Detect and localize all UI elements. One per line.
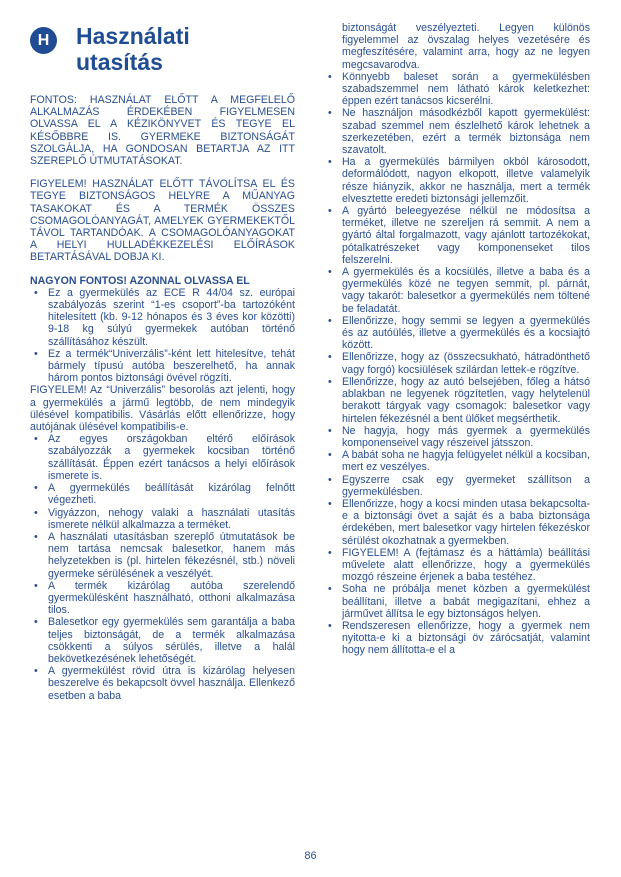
list-item: • A gyártó beleegyezése nélkül ne módosítsa a terméket, illetve ne szereljen rá semmit. A nem a gyártó által forgalmazott, vagy ajánlott tartozékokat, pótalkatrészeket vagy komponenseket tilos felszerelni. xyxy=(324,205,590,266)
bullet-list-b xyxy=(30,433,295,701)
list-item: • A gyermekülés és a kocsiülés, illetve a baba és a gyermekülés közé ne tegyen semmit, pl. párnát, vagy takarót: balesetkor a gyermekülés nem töltené be feladatát. xyxy=(324,266,590,315)
list-item: • A gyermekülés beállítását kizárólag felnőtt végezheti. xyxy=(30,482,295,506)
list-item: • Rendszeresen ellenőrizze, hogy a gyermek nem nyitotta-e ki a biztonsági öv zárócsatját, valamint hogy nem állította-e el a xyxy=(324,620,590,657)
list-item: • Könnyebb baleset során a gyermekülésben szabadszemmel nem látható károk keletkezhet: éppen ezért tanácsos kicserélni. xyxy=(324,71,590,108)
list-item: • A termék kizárólag autóba szerelendő gyermekülésként használható, otthoni alkalmazása tilos. xyxy=(30,580,295,617)
list-item: • Ha a gyermekülés bármilyen okból károsodott, deformálódott, nagyon elkopott, illetve valamelyik része hiányzik, akkor ne használja, mert a termék elvesztette eredeti biztonsági jellemzőit. xyxy=(324,156,590,205)
language-badge: H xyxy=(30,27,57,54)
important-notice: FONTOS: HASZNÁLAT ELŐTT A MEGFELELŐ ALKALMAZÁS ÉRDEKÉBEN FIGYELMESEN OLVASSA EL A KÉZIKÖNYVET ÉS TEGYE EL KÉSŐBBRE IS. GYERMEKE BIZTONSÁGÁT SZOLGÁLJA, HA GONDOSAN BETARTJA AZ ITT SZEREPLŐ ÚTMUTATÁSOKAT. xyxy=(30,94,295,168)
list-item: • A babát soha ne hagyja felügyelet nélkül a kocsiban, mert ez veszélyes. xyxy=(324,449,590,473)
section-heading: NAGYON FONTOS! AZONNAL OLVASSA EL xyxy=(30,274,250,287)
list-item: • Ne használjon másodkézből kapott gyermekülést: szabad szemmel nem észlelhető károk lehetnek a szerkezetében, ezért a termék biztonsága nem szavatolt. xyxy=(324,107,590,156)
list-item: • Ellenőrizze, hogy semmi se legyen a gyermekülés és az autóülés, illetve a gyermekülés és a kocsiajtó között. xyxy=(324,315,590,352)
list-item: • A gyermekülést rövid útra is kizárólag helyesen beszerelve és bekapcsolt övvel használja. Ellenkező esetben a baba xyxy=(30,665,295,702)
universal-warning: FIGYELEM! Az “Univerzális” besorolás azt jelenti, hogy a gyermekülés a jármű legtöbb, de nem mindegyik ülésével kompatibilis. Vásárlás előtt ellenőrizze, hogy autójának ülésével kompatibilis-e. xyxy=(30,384,295,434)
list-item: • Soha ne próbálja menet közben a gyermekülést beállítani, illetve a babát megigazítani, ehhez a járművet állítsa le egy biztonságos helyen. xyxy=(324,583,590,620)
list-item: • Vigyázzon, nehogy valaki a használati utasítás ismerete nélkül alkalmazza a terméket. xyxy=(30,507,295,531)
left-column xyxy=(30,94,295,702)
title-line-2: utasítás xyxy=(76,49,163,75)
list-item: • Ez a termék“Univerzális”-ként lett hitelesítve, tehát bármely típusú autóba beszerelhető, ha annak három pontos biztonsági övével rögzíti. xyxy=(30,348,295,385)
right-column xyxy=(324,22,590,657)
continued-text: biztonságát veszélyezteti. Legyen különös figyelemmel az övszalag helyes vezetésére és megfeszítésére, valamint arra, hogy az ne legyen megcsavarodva. xyxy=(342,22,590,71)
page-number: 86 xyxy=(304,850,317,862)
list-item: • A használati utasításban szereplő útmutatások be nem tartása nemcsak balesetkor, hanem más helyzetekben is (pl. hirtelen fékezésnél, stb.) növeli gyermeke sérülésének a veszélyét. xyxy=(30,531,295,580)
list-item: • Ne hagyja, hogy más gyermek a gyermekülés komponenseivel vagy részeivel játsszon. xyxy=(324,425,590,449)
list-item: • Egyszerre csak egy gyermeket szállítson a gyermekülésben. xyxy=(324,474,590,498)
bullet-list-a xyxy=(30,287,295,385)
packaging-warning: FIGYELEM! HASZNÁLAT ELŐTT TÁVOLÍTSA EL ÉS TEGYE BIZTONSÁGOS HELYRE A MŰANYAG TASAKOKAT ÉS A TERMÉK ÖSSZES CSOMAGOLÓANYAGÁT, AMELYEK GYERMEKEKTŐL TÁVOL TARTANDÓAK. A CSOMAGOLÓANYAGOKAT A HELYI HULLADÉKKEZELÉSI ELŐÍRÁSOK BETARTÁSÁVAL DOBJA KI. xyxy=(30,178,295,264)
list-item: • Az egyes országokban eltérő előírások szabályozzák a gyermekek kocsiban történő szállítását. Éppen ezért tanácsos a helyi előírások ismerete is. xyxy=(30,433,295,482)
list-item: • Ellenőrizze, hogy az autó belsejében, főleg a hátsó ablakban ne legyenek rögzítetlen, vagy helytelenül berakott tárgyak vagy csomagok: balesetkor vagy hirtelen fékezésnél a bent ülőket megsérthetik. xyxy=(324,376,590,425)
title-line-1: Használati xyxy=(76,23,190,49)
bullet-list-c xyxy=(324,71,590,657)
list-item: • Balesetkor egy gyermekülés sem garantálja a baba teljes biztonságát, de a termék alkalmazása csökkenti a súlyos sérülés, illetve a halál bekövetkezésének lehetőségét. xyxy=(30,616,295,665)
page-title xyxy=(76,23,276,75)
list-item: • Ellenőrizze, hogy a kocsi minden utasa bekapcsolta-e a biztonsági övet a saját és a baba biztonsága érdekében, mert balesetkor vagy hirtelen fékezéskor sérülést okozhatnak a gyermekben. xyxy=(324,498,590,547)
list-item: • Ez a gyermekülés az ECE R 44/04 sz. európai szabályozás szerint “1-es csoport”-ba tartozóként hitelesített (kb. 9-12 hónapos és 3 éves kor közötti) 9-18 kg súlyú gyermekek autóban történő szállításához készült. xyxy=(30,287,295,348)
list-item: • Ellenőrizze, hogy az (összecsukható, hátradönthető vagy forgó) kocsiülések szilárdan lettek-e rögzítve. xyxy=(324,351,590,375)
list-item: • FIGYELEM! A (fejtámasz és a háttámla) beállítási művelete alatt ellenőrizze, hogy a gyermekülés mozgó részeine érjenek a baba testéhez. xyxy=(324,547,590,584)
